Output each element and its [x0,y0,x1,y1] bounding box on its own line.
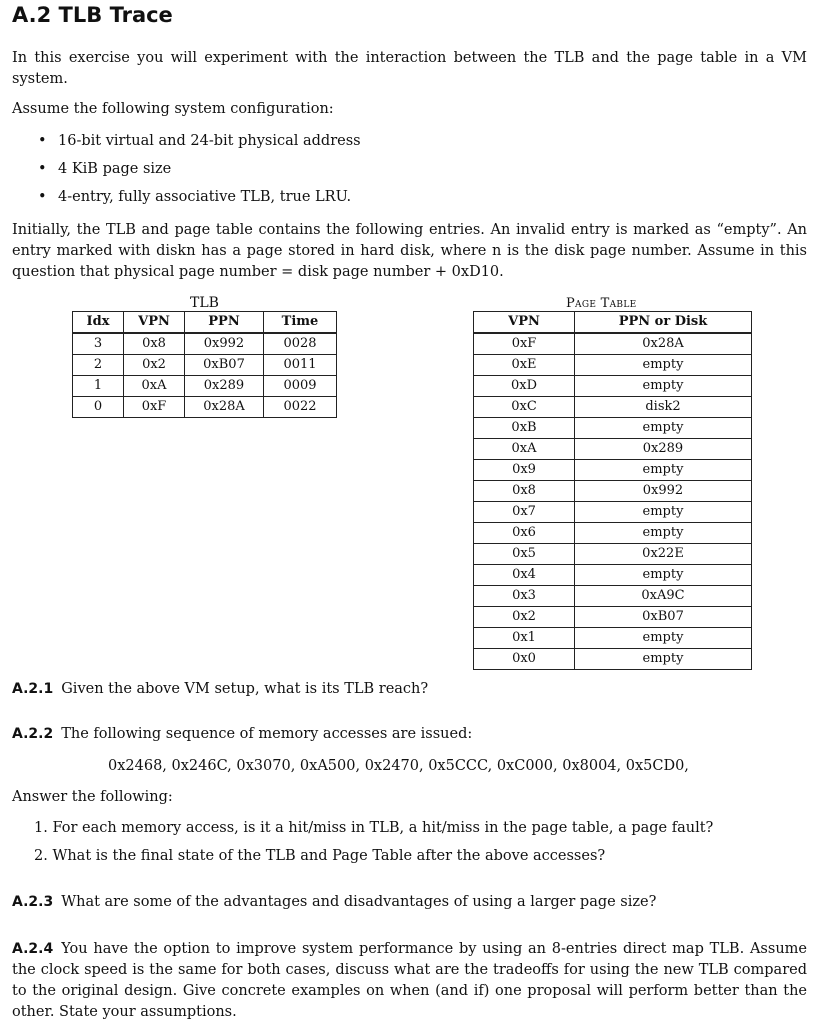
config-item: • 4 KiB page size [38,161,172,177]
tlb-row [73,355,337,376]
page-table-row [474,607,752,628]
page-table-row [474,418,752,439]
tlb-header: Idx [73,312,124,334]
tlb-cell: 0011 [264,355,337,376]
tlb-row [73,333,337,355]
tlb-table [72,311,337,418]
page-table-row [474,460,752,481]
page-table-row [474,397,752,418]
page-table-row [474,565,752,586]
answer-item: 2. What is the final state of the TLB and Page Table after the above accesses? [34,848,606,864]
page-table-header: PPN or Disk [575,312,752,334]
page-table-cell: 0xA [474,439,575,460]
page-table-cell: empty [575,355,752,376]
page-table-cell: 0x5 [474,544,575,565]
page-table-cell: 0x22E [575,544,752,565]
page-table-cell: 0x1 [474,628,575,649]
page-table-cell: empty [575,565,752,586]
tlb-cell: 0022 [264,397,337,418]
page-table-row [474,439,752,460]
config-item: • 16-bit virtual and 24-bit physical address [38,133,361,149]
question-a22: A.2.2 The following sequence of memory accesses are issued: [12,726,473,742]
tlb-caption: TLB [190,295,219,311]
page-table-row [474,628,752,649]
page-table-cell: 0x9 [474,460,575,481]
page-table-row [474,333,752,355]
config-item: • 4-entry, fully associative TLB, true LRU. [38,189,352,205]
tlb-cell: 0xB07 [185,355,264,376]
page-table-row [474,502,752,523]
question-a24: A.2.4 You have the option to improve system performance by using an 8-entries direct map TLB. Assume the clock speed is the same for both cases, discuss what are the tradeoffs for using the new TLB compared to the original design. Give concrete examples on when (and if) one proposal will perform better than the other. State your assumptions. [12,941,807,1020]
page-table-cell: 0xF [474,333,575,355]
page-table-row [474,649,752,670]
tlb-cell: 0xF [124,397,185,418]
bullet-icon: • [38,189,47,205]
tlb-cell: 0x2 [124,355,185,376]
page-table [473,311,752,670]
question-a21: A.2.1 Given the above VM setup, what is its TLB reach? [12,681,429,697]
page-table-row [474,376,752,397]
tlb-cell: 0 [73,397,124,418]
page-table-cell: 0x289 [575,439,752,460]
page-table-row [474,355,752,376]
page-table-cell: empty [575,418,752,439]
tlb-cell: 2 [73,355,124,376]
tlb-header: PPN [185,312,264,334]
tlb-cell: 0028 [264,333,337,355]
tlb-cell: 1 [73,376,124,397]
page-table-cell: empty [575,460,752,481]
page-table-cell: 0xD [474,376,575,397]
page-table-caption: Page Table [566,296,637,311]
page-table-row [474,544,752,565]
tlb-cell: 0x289 [185,376,264,397]
page-table-cell: 0x3 [474,586,575,607]
page-table-cell: 0x6 [474,523,575,544]
page-table-cell: 0x992 [575,481,752,502]
page-table-cell: empty [575,649,752,670]
assume-line: Assume the following system configuration: [12,101,334,117]
page-table-row [474,586,752,607]
tlb-cell: 0xA [124,376,185,397]
tlb-cell: 3 [73,333,124,355]
page-table-cell: 0xC [474,397,575,418]
section-heading: A.2 TLB Trace [12,3,173,27]
bullet-icon: • [38,161,47,177]
intro-paragraph: In this exercise you will experiment with the interaction between the TLB and the page table in a VM system. [12,50,807,87]
page-table-cell: 0xE [474,355,575,376]
tlb-row [73,397,337,418]
page-table-cell: empty [575,376,752,397]
page-table-header: VPN [474,312,575,334]
page-table-cell: 0x7 [474,502,575,523]
tlb-cell: 0x992 [185,333,264,355]
answer-line: Answer the following: [12,789,173,805]
page-table-cell: 0xB07 [575,607,752,628]
page-table-cell: 0x8 [474,481,575,502]
page-table-cell: disk2 [575,397,752,418]
tlb-cell: 0x28A [185,397,264,418]
tlb-cell: 0x8 [124,333,185,355]
page-table-cell: 0xB [474,418,575,439]
tlb-header: Time [264,312,337,334]
page-table-row [474,481,752,502]
tlb-cell: 0009 [264,376,337,397]
page-table-cell: 0x0 [474,649,575,670]
page-table-cell: 0x4 [474,565,575,586]
page-table-row [474,523,752,544]
question-a23: A.2.3 What are some of the advantages and disadvantages of using a larger page size? [12,894,657,910]
page-table-cell: empty [575,523,752,544]
page-table-cell: empty [575,502,752,523]
page-table-cell: 0xA9C [575,586,752,607]
page-table-cell: 0x28A [575,333,752,355]
page-table-cell: 0x2 [474,607,575,628]
access-sequence: 0x2468, 0x246C, 0x3070, 0xA500, 0x2470, 0x5CCC, 0xC000, 0x8004, 0x5CD0, [108,758,689,774]
tlb-row [73,376,337,397]
answer-item: 1. For each memory access, is it a hit/miss in TLB, a hit/miss in the page table, a page fault? [34,820,714,836]
initial-paragraph: Initially, the TLB and page table contains the following entries. An invalid entry is marked as “empty”. An entry marked with diskn has a page stored in hard disk, where n is the disk page number. Assume in this question that physical page number = disk page number + 0xD10. [12,222,807,280]
tlb-header: VPN [124,312,185,334]
bullet-icon: • [38,133,47,149]
page-table-cell: empty [575,628,752,649]
